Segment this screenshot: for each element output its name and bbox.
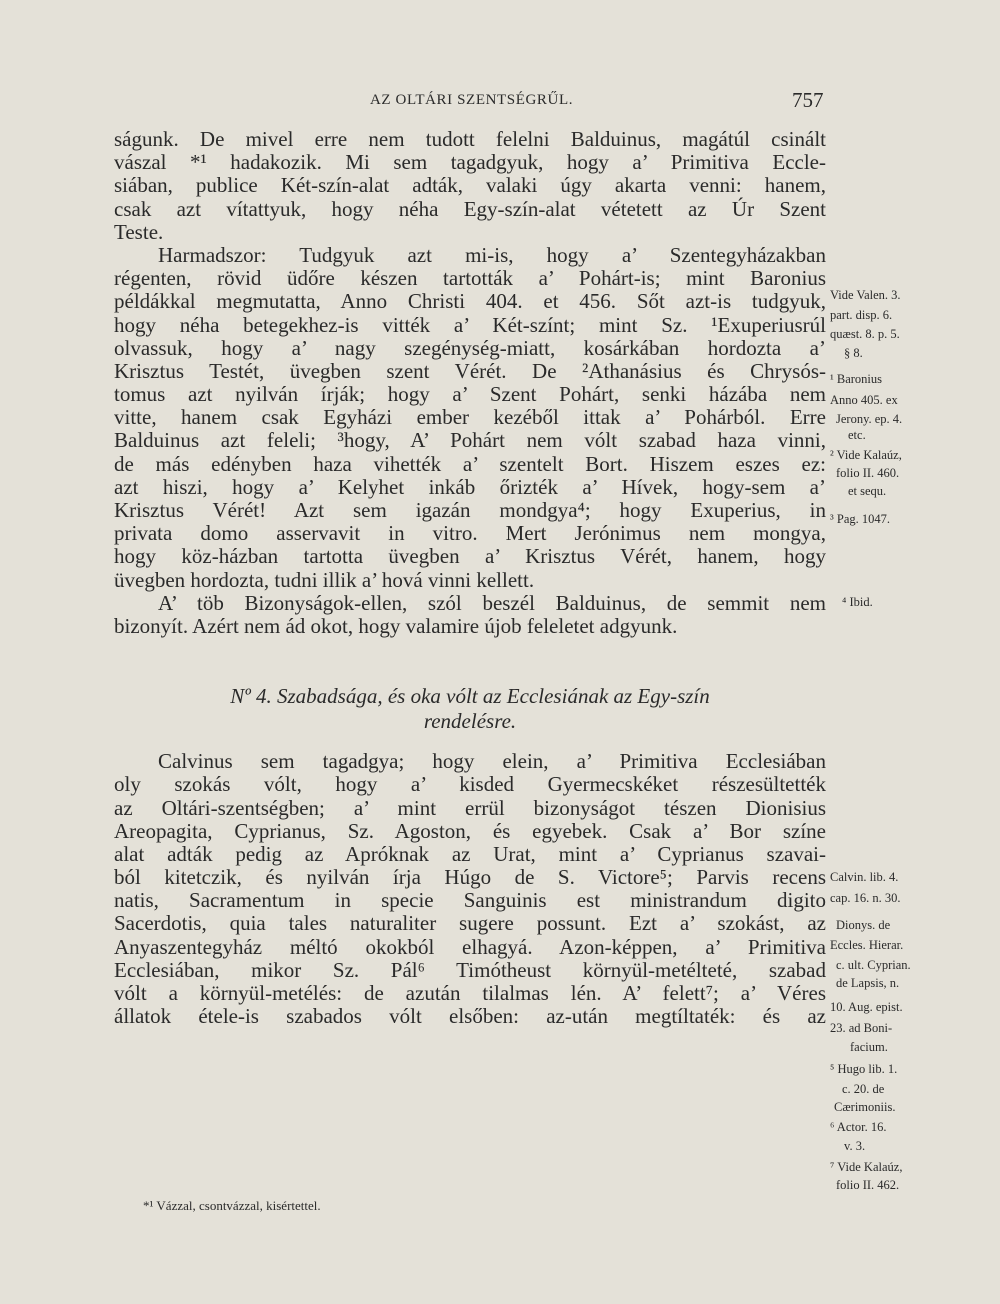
margin-note: part. disp. 6. xyxy=(830,308,893,322)
text-line: natis, Sacramentum in specie Sanguinis est ministrandum digito xyxy=(114,888,826,913)
text-line: vászal *¹ hadakozik. Mi sem tagadgyuk, hogy a’ Primitiva Eccle- xyxy=(114,150,826,175)
margin-note: ⁴ Ibid. xyxy=(842,595,873,609)
text-line: tomus azt nyilván írják; hogy a’ Szent Pohárt, senki házába nem xyxy=(114,382,826,407)
margin-note: Eccles. Hierar. xyxy=(830,938,904,952)
margin-note: Dionys. de xyxy=(836,918,891,932)
text-line: A’ töb Bizonyságok-ellen, szól beszél Balduinus, de semmit nem xyxy=(158,590,826,615)
text-line: olvassuk, hogy a’ nagy szegénység-miatt, kosárkában hordozta a’ xyxy=(114,335,826,360)
margin-note: folio II. 462. xyxy=(836,1178,900,1192)
section-heading-continued: rendelésre. xyxy=(423,709,517,734)
margin-note: cap. 16. n. 30. xyxy=(830,891,901,905)
margin-note: Jerony. ep. 4. xyxy=(836,412,903,426)
margin-notes xyxy=(830,0,980,1304)
running-title: AZ OLTÁRI SZENTSÉGRŰL. xyxy=(370,92,574,108)
margin-note: 10. Aug. epist. xyxy=(830,1000,903,1014)
text-line: bizonyít. Azért nem ád okot, hogy valamire újob feleletet adgyunk. xyxy=(114,613,678,638)
page-number: 757 xyxy=(792,88,824,112)
text-line: hogy néha betegekhez-is vitték a’ Két-színt; mint Sz. ¹Exuperiusrúl xyxy=(114,312,826,337)
margin-note: c. 20. de xyxy=(842,1082,885,1096)
text-line: Calvinus sem tagadgya; hogy elein, a’ Primitiva Ecclesiában xyxy=(158,749,826,774)
text-line: csak azt vítattyuk, hogy néha Egy-szín-alat vétetett az Úr Szent xyxy=(114,196,826,221)
text-line: Krisztus Vérét! Azt sem igazán mondgya⁴; hogy Exuperius, in xyxy=(114,498,826,522)
text-line: Areopagita, Cyprianus, Sz. Agoston, és egyebek. Csak a’ Bor színe xyxy=(114,818,826,843)
footnote: *¹ Vázzal, csontvázzal, kisértettel. xyxy=(143,1198,321,1213)
text-line: vitte, hanem csak Egyházi ember kezéből ittak a’ Pohárból. Erre xyxy=(114,405,826,430)
margin-note: 23. ad Boni- xyxy=(830,1021,893,1035)
text-line: üvegben hordozta, tudni illik a’ hová vinni kellett. xyxy=(114,567,535,592)
margin-note: § 8. xyxy=(844,346,863,360)
margin-note: quæst. 8. p. 5. xyxy=(830,327,900,341)
margin-note: Anno 405. ex xyxy=(830,393,898,407)
text-line: privata domo asservavit in vitro. Mert Jerónimus nem mongya, xyxy=(114,521,826,546)
text-line: Krisztus Testét, üvegben szent Vérét. De ²Athanásius és Chrysós- xyxy=(114,358,826,383)
margin-note: facium. xyxy=(850,1040,888,1054)
margin-note: et sequ. xyxy=(848,484,887,498)
margin-note: v. 3. xyxy=(844,1139,866,1153)
text-line: Anyaszentegyház méltó okokból elhagyá. Azon-képpen, a’ Primitiva xyxy=(114,934,826,959)
margin-note: folio II. 460. xyxy=(836,466,900,480)
margin-note: ⁵ Hugo lib. 1. xyxy=(830,1062,898,1076)
text-line: hogy köz-házban tartotta üvegben a’ Krisztus Vérét, hanem, hogy xyxy=(114,544,826,569)
section-heading: Nº 4. Szabadsága, és oka vólt az Ecclesiának az Egy-szín xyxy=(230,684,710,709)
text-line: azt hiszi, hogy a’ Kelyhet inkáb őrizték a’ Hívek, hogy-sem a’ xyxy=(114,474,826,499)
text-line: Harmadszor: Tudgyuk azt mi-is, hogy a’ Szentegyházakban xyxy=(158,242,826,267)
margin-note: ² Vide Kalaúz, xyxy=(830,448,902,462)
margin-note: Vide Valen. 3. xyxy=(830,288,901,302)
text-line: állatok étele-is szabados vólt elsőben: az-után megtíltaték: és az xyxy=(114,1004,826,1029)
text-line: vólt a környül-metélés: de azután tilalmas lén. A’ felett⁷; a’ Véres xyxy=(114,981,826,1005)
text-line: oly szokás vólt, hogy a’ kisded Gyermecskéket részesültették xyxy=(114,772,826,797)
margin-note: ¹ Baronius xyxy=(830,372,883,386)
margin-note: ³ Pag. 1047. xyxy=(830,512,890,526)
text-line: régenten, rövid üdőre készen tartották a’ Pohárt-is; mint Baronius xyxy=(114,266,826,291)
text-line: alat adták pedig az Apróknak az Urat, mint a’ Cyprianus szavai- xyxy=(114,841,826,866)
text-line: az Oltári-szentségben; a’ mint errül bizonyságot tészen Dionisius xyxy=(114,795,826,820)
margin-note: etc. xyxy=(848,428,866,442)
margin-note: Calvin. lib. 4. xyxy=(830,870,899,884)
margin-note: c. ult. Cyprian. xyxy=(836,958,911,972)
text-line: Teste. xyxy=(114,219,164,244)
margin-note: Cærimoniis. xyxy=(834,1100,896,1114)
text-line: de más edényben haza vihették a’ szentelt Bort. Hiszem eszes ez: xyxy=(114,451,826,476)
text-line: Ecclesiában, mikor Sz. Pál⁶ Timótheust környül-metélteté, szabad xyxy=(114,957,826,982)
main-text xyxy=(114,128,826,1028)
margin-note: de Lapsis, n. xyxy=(836,976,900,990)
text-line: ságunk. De mivel erre nem tudott felelni Balduinus, magátúl csinált xyxy=(114,127,826,151)
text-line: siában, publice Két-szín-alat adták, valaki úgy akarta venni: hanem, xyxy=(114,173,826,198)
text-line: Balduinus azt feleli; ³hogy, A’ Pohárt nem vólt szabad haza vinni, xyxy=(114,428,826,453)
text-line: példákkal megmutatta, Anno Christi 404. et 456. Sőt azt-is tudgyuk, xyxy=(114,289,826,314)
text-line: ból kitetczik, és nyilván írja Húgo de S. Victore⁵; Parvis recens xyxy=(114,865,826,890)
margin-note: ⁶ Actor. 16. xyxy=(830,1120,887,1134)
text-line: Sacerdotis, quia tales naturaliter sugere possunt. Ezt a’ szokást, az xyxy=(114,911,826,936)
margin-note: ⁷ Vide Kalaúz, xyxy=(830,1160,903,1174)
